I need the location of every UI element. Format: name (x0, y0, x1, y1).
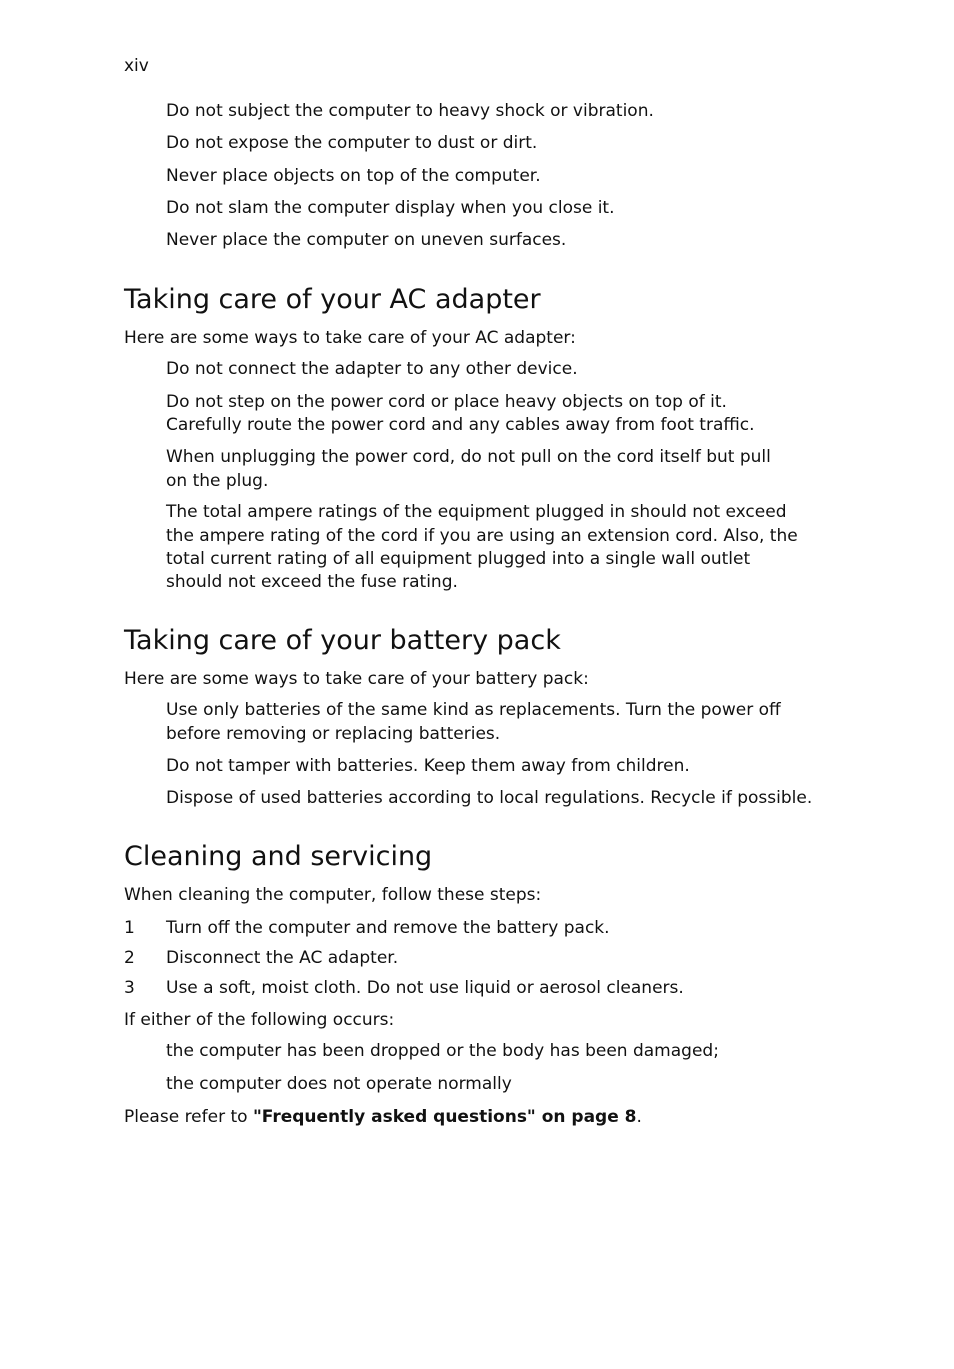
list-item: Do not subject the computer to heavy shock or vibration. (166, 101, 654, 121)
list-item-line: When unplugging the power cord, do not pull on the cord itself but pull (166, 447, 771, 467)
list-item: Never place objects on top of the computer. (166, 166, 541, 186)
list-item-line: before removing or replacing batteries. (166, 724, 501, 744)
list-item-line: on the plug. (166, 471, 269, 491)
step-text: Disconnect the AC adapter. (166, 948, 399, 968)
step-number: 1 (124, 918, 135, 938)
section-intro: Here are some ways to take care of your AC adapter: (124, 328, 576, 348)
section-intro: Here are some ways to take care of your battery pack: (124, 669, 589, 689)
list-item: Do not connect the adapter to any other device. (166, 359, 578, 379)
list-item: Do not slam the computer display when you close it. (166, 198, 615, 218)
list-item: Never place the computer on uneven surfaces. (166, 230, 567, 250)
section-heading-cleaning: Cleaning and servicing (124, 841, 433, 872)
step-number: 2 (124, 948, 135, 968)
conditions-intro: If either of the following occurs: (124, 1010, 395, 1030)
step-text: Turn off the computer and remove the battery pack. (166, 918, 610, 938)
list-item-line: total current rating of all equipment plugged into a single wall outlet (166, 549, 751, 569)
step-number: 3 (124, 978, 135, 998)
list-item-line: Carefully route the power cord and any cables away from foot traffic. (166, 415, 755, 435)
list-item-line: Do not step on the power cord or place heavy objects on top of it. (166, 392, 727, 412)
list-item-line: the ampere rating of the cord if you are using an extension cord. Also, the (166, 526, 798, 546)
page-number: xiv (124, 56, 149, 76)
list-item: Do not expose the computer to dust or dirt. (166, 133, 538, 153)
step-text: Use a soft, moist cloth. Do not use liquid or aerosol cleaners. (166, 978, 684, 998)
list-item-line: should not exceed the fuse rating. (166, 572, 458, 592)
refer-paragraph (124, 1106, 642, 1130)
list-item-line: Use only batteries of the same kind as replacements. Turn the power off (166, 700, 781, 720)
section-intro: When cleaning the computer, follow these steps: (124, 885, 542, 905)
list-item: Do not tamper with batteries. Keep them away from children. (166, 756, 690, 776)
list-item: Dispose of used batteries according to local regulations. Recycle if possible. (166, 788, 813, 808)
section-heading-battery-pack: Taking care of your battery pack (124, 625, 561, 656)
list-item-line: The total ampere ratings of the equipment plugged in should not exceed (166, 502, 787, 522)
refer-suffix: . (636, 1107, 642, 1127)
list-item: the computer has been dropped or the body has been damaged; (166, 1041, 719, 1061)
refer-prefix: Please refer to (124, 1107, 253, 1127)
faq-cross-reference-link[interactable]: "Frequently asked questions" on page 8 (252, 1107, 637, 1127)
list-item: the computer does not operate normally (166, 1074, 512, 1094)
section-heading-ac-adapter: Taking care of your AC adapter (124, 284, 541, 315)
